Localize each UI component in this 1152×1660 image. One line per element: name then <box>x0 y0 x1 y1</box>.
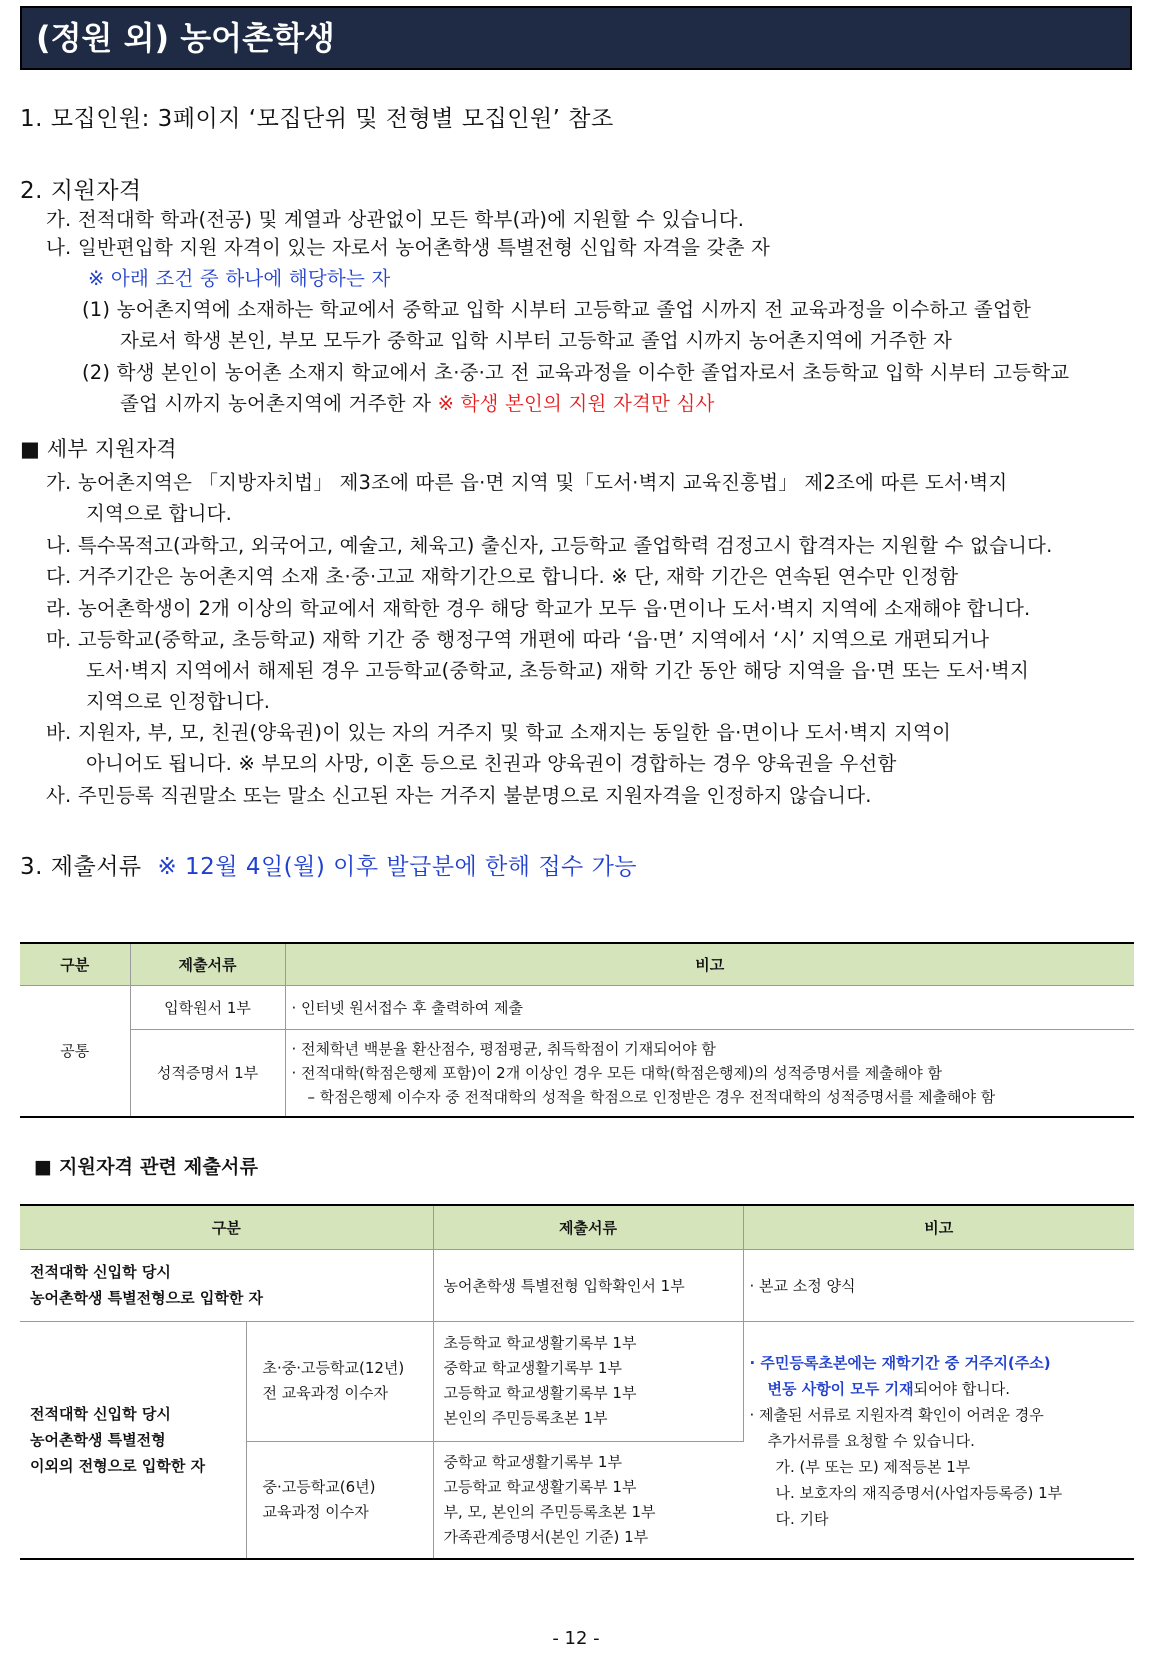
subcategory-line: 중·고등학교(6년) <box>262 1477 376 1496</box>
qual-cond1a: (1) 농어촌지역에 소재하는 학교에서 중학교 입학 시부터 고등학교 졸업 시까지 전 교육과정을 이수하고 졸업한 <box>82 298 1032 321</box>
note-line: 다. 기타 <box>775 1509 829 1528</box>
detail-line: 사. 주민등록 직권말소 또는 말소 신고된 자는 거주지 불분명으로 지원자격을 인정하지 않습니다. <box>46 784 872 807</box>
table-cell-doc: 농어촌학생 특별전형 입학확인서 1부 <box>433 1249 743 1321</box>
table-cell-doc: 입학원서 1부 <box>130 985 285 1029</box>
detail-line: 다. 거주기간은 농어촌지역 소재 초·중·고교 재학기간으로 합니다. ※ 단, 재학 기간은 연속된 연수만 인정함 <box>46 565 959 588</box>
detail-line: 라. 농어촌학생이 2개 이상의 학교에서 재학한 경우 해당 학교가 모두 읍·면이나 도서·벽지 지역에 소재해야 합니다. <box>46 597 1031 620</box>
table-cell-docs <box>433 1321 743 1441</box>
subcategory-line: 교육과정 이수자 <box>262 1502 369 1521</box>
note-line: · 전적대학(학점은행제 포함)이 2개 이상인 경우 모든 대학(학점은행제)의 성적증명서를 제출해야 함 <box>291 1063 943 1082</box>
category-line: 이외의 전형으로 입학한 자 <box>30 1456 206 1475</box>
doc-line: 고등학교 학교생활기록부 1부 <box>443 1477 637 1496</box>
note-line: 나. 보호자의 재직증명서(사업자등록증) 1부 <box>775 1483 1063 1502</box>
table-header: 비고 <box>743 1205 1134 1249</box>
note-line: 가. (부 또는 모) 제적등본 1부 <box>775 1457 971 1476</box>
table-cell-group: 공통 <box>20 985 130 1117</box>
detail-line: 지역으로 합니다. <box>86 502 233 525</box>
note-line: – 학점은행제 이수자 중 전적대학의 성적을 학점으로 인정받은 경우 전적대학의 성적증명서를 제출해야 함 <box>307 1087 996 1106</box>
section-3-title: 3. 제출서류 <box>20 854 142 880</box>
table-header: 제출서류 <box>130 943 285 985</box>
category-line: 전적대학 신입학 당시 <box>30 1263 171 1281</box>
detail-line: 도서·벽지 지역에서 해제된 경우 고등학교(중학교, 초등학교) 재학 기간 동안 해당 지역을 읍·면 또는 도서·벽지 <box>86 659 1029 682</box>
common-documents-table <box>20 942 1134 1118</box>
table-cell-subcategory <box>246 1441 433 1559</box>
table-cell-subcategory <box>246 1321 433 1441</box>
qual-ga: 가. 전적대학 학과(전공) 및 계열과 상관없이 모든 학부(과)에 지원할 수 있습니다. <box>46 208 745 231</box>
detail-line: 가. 농어촌지역은 「지방자치법」 제3조에 따른 읍·면 지역 및「도서·벽지 교육진흥법」 제2조에 따른 도서·벽지 <box>46 471 1008 494</box>
category-line: 농어촌학생 특별전형으로 입학한 자 <box>30 1289 264 1307</box>
table-cell-doc: 성적증명서 1부 <box>130 1029 285 1117</box>
qualification-documents-table <box>20 1204 1134 1560</box>
doc-line: 가족관계증명서(본인 기준) 1부 <box>443 1527 649 1546</box>
table-cell-category <box>20 1321 246 1559</box>
detail-heading: ■ 세부 지원자격 <box>20 437 177 461</box>
qual-cond2b <box>120 392 715 416</box>
table-cell-docs <box>433 1441 743 1559</box>
table-cell-note: · 본교 소정 양식 <box>743 1249 1134 1321</box>
detail-line: 지역으로 인정합니다. <box>86 690 271 713</box>
doc-line: 본인의 주민등록초본 1부 <box>443 1409 608 1427</box>
sub-heading: ■ 지원자격 관련 제출서류 <box>34 1156 259 1178</box>
note-line: 추가서류를 요청할 수 있습니다. <box>767 1431 975 1450</box>
doc-line: 중학교 학교생활기록부 1부 <box>443 1452 622 1471</box>
table-header: 제출서류 <box>433 1205 743 1249</box>
note-bold: 변동 사항이 모두 기재 <box>767 1379 914 1398</box>
section-1-heading: 1. 모집인원: 3페이지 ‘모집단위 및 전형별 모집인원’ 참조 <box>20 106 614 132</box>
note-line: · 주민등록초본에는 재학기간 중 거주지(주소) <box>749 1353 1051 1372</box>
detail-line: 마. 고등학교(중학교, 초등학교) 재학 기간 중 행정구역 개편에 따라 ‘읍·면’ 지역에서 ‘시’ 지역으로 개편되거나 <box>46 628 990 651</box>
table-header: 구분 <box>20 943 130 985</box>
note-rest: 되어야 합니다. <box>913 1379 1011 1398</box>
qual-cond2b-text: 졸업 시까지 농어촌지역에 거주한 자 <box>120 392 432 415</box>
table-cell-note: · 인터넷 원서접수 후 출력하여 제출 <box>285 985 1134 1029</box>
doc-line: 부, 모, 본인의 주민등록초본 1부 <box>443 1502 656 1521</box>
qual-cond2a: (2) 학생 본인이 농어촌 소재지 학교에서 초·중·고 전 교육과정을 이수한 졸업자로서 초등학교 입학 시부터 고등학교 <box>82 361 1070 384</box>
table-cell-category <box>20 1249 433 1321</box>
table-cell-note <box>743 1321 1134 1559</box>
table-header: 비고 <box>285 943 1134 985</box>
qual-cond1b: 자로서 학생 본인, 부모 모두가 중학교 입학 시부터 고등학교 졸업 시까지 농어촌지역에 거주한 자 <box>120 329 953 352</box>
note-line <box>750 1376 1134 1402</box>
doc-line: 초등학교 학교생활기록부 1부 <box>443 1334 637 1352</box>
note-line: · 제출된 서류로 지원자격 확인이 어려운 경우 <box>749 1405 1044 1424</box>
category-line: 전적대학 신입학 당시 <box>30 1404 171 1423</box>
section-2-heading: 2. 지원자격 <box>20 178 142 204</box>
page-title: (정원 외) 농어촌학생 <box>20 6 1132 70</box>
section-3-heading <box>20 848 637 881</box>
doc-line: 고등학교 학교생활기록부 1부 <box>443 1384 637 1402</box>
table-cell-note <box>285 1029 1134 1117</box>
detail-line: 나. 특수목적고(과학고, 외국어고, 예술고, 체육고) 출신자, 고등학교 졸업학력 검정고시 합격자는 지원할 수 없습니다. <box>46 534 1053 557</box>
detail-line: 아니어도 됩니다. ※ 부모의 사망, 이혼 등으로 친권과 양육권이 경합하는 경우 양육권을 우선함 <box>86 752 897 775</box>
detail-line: 바. 지원자, 부, 모, 친권(양육권)이 있는 자의 거주지 및 학교 소재지는 동일한 읍·면이나 도서·벽지 지역이 <box>46 721 952 744</box>
doc-line: 중학교 학교생활기록부 1부 <box>443 1359 622 1377</box>
qual-na: 나. 일반편입학 지원 자격이 있는 자로서 농어촌학생 특별전형 신입학 자격을 갖춘 자 <box>46 236 771 259</box>
subcategory-line: 초·중·고등학교(12년) <box>262 1359 405 1377</box>
qual-cond2b-warning: ※ 학생 본인의 지원 자격만 심사 <box>437 392 715 415</box>
page-number: - 12 - <box>552 1628 600 1649</box>
subcategory-line: 전 교육과정 이수자 <box>262 1384 388 1402</box>
table-header: 구분 <box>20 1205 433 1249</box>
category-line: 농어촌학생 특별전형 <box>30 1430 166 1449</box>
qual-note: ※ 아래 조건 중 하나에 해당하는 자 <box>88 267 391 290</box>
note-line: · 전체학년 백분율 환산점수, 평점평균, 취득학점이 기재되어야 함 <box>291 1039 716 1058</box>
section-3-note: ※ 12월 4일(월) 이후 발급분에 한해 접수 가능 <box>157 854 638 880</box>
